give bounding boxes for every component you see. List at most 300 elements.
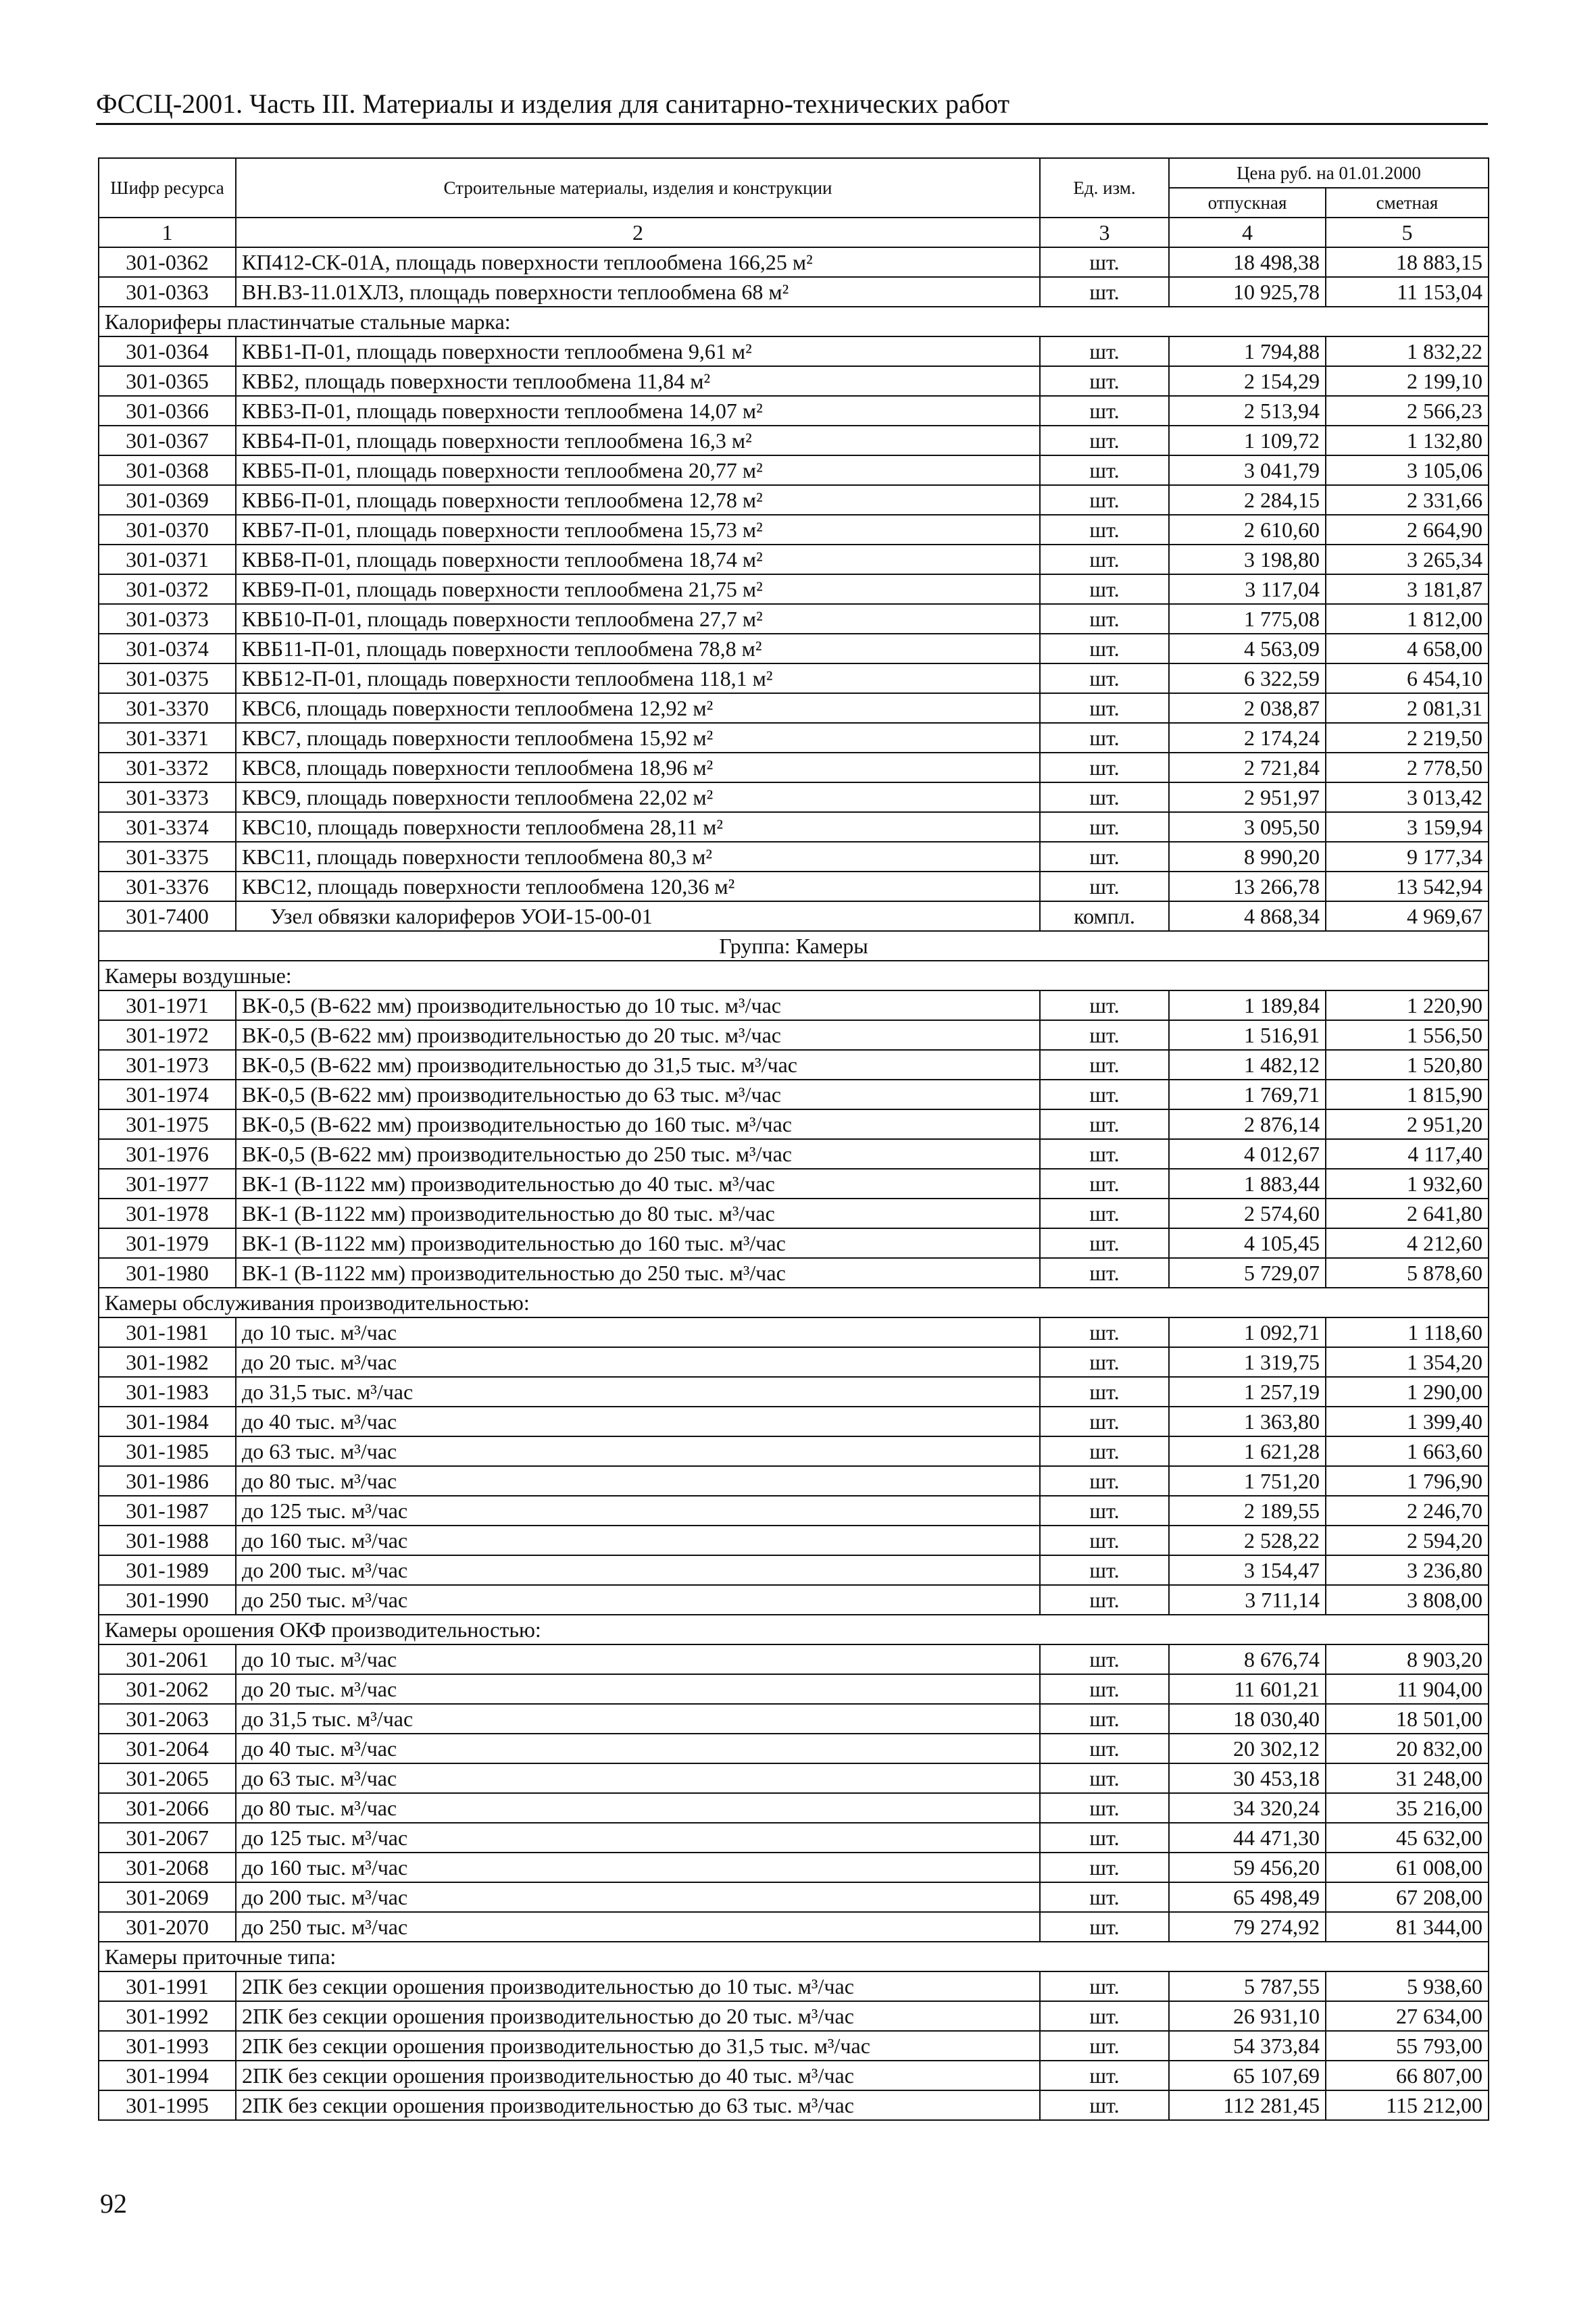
table-row (99, 1793, 1489, 1823)
section-subheading: Камеры воздушные: (99, 961, 1489, 990)
material-name-cell: ВК-0,5 (В-622 мм) производительностью до 250 тыс. м³/час (236, 1139, 1040, 1169)
resource-code-cell: 301-1984 (99, 1407, 236, 1436)
material-name-cell: 2ПК без секции орошения производительностью до 40 тыс. м³/час (236, 2061, 1040, 2090)
table-row (99, 1169, 1489, 1199)
estimate-price-cell: 18 883,15 (1326, 247, 1489, 277)
estimate-price-cell: 3 105,06 (1326, 455, 1489, 485)
material-name-cell: до 63 тыс. м³/час (236, 1763, 1040, 1793)
release-price-cell: 34 320,24 (1169, 1793, 1326, 1823)
material-name-cell: до 40 тыс. м³/час (236, 1407, 1040, 1436)
estimate-price-cell: 11 153,04 (1326, 277, 1489, 307)
table-row (99, 1020, 1489, 1050)
material-name-cell: до 80 тыс. м³/час (236, 1466, 1040, 1496)
table-row (99, 1258, 1489, 1288)
estimate-price-cell: 67 208,00 (1326, 1882, 1489, 1912)
table-row (99, 1199, 1489, 1228)
material-name-cell: ВК-1 (В-1122 мм) производительностью до 80 тыс. м³/час (236, 1199, 1040, 1228)
estimate-price-cell: 13 542,94 (1326, 872, 1489, 901)
resource-code-cell: 301-1995 (99, 2090, 236, 2120)
unit-cell: шт. (1040, 1644, 1169, 1674)
unit-cell: шт. (1040, 2001, 1169, 2031)
unit-cell: шт. (1040, 1823, 1169, 1853)
estimate-price-cell: 3 013,42 (1326, 782, 1489, 812)
estimate-price-cell: 2 219,50 (1326, 723, 1489, 753)
column-number: 5 (1326, 218, 1489, 247)
resource-code-cell: 301-1977 (99, 1169, 236, 1199)
unit-cell: шт. (1040, 545, 1169, 574)
resource-code-cell: 301-1976 (99, 1139, 236, 1169)
estimate-price-cell: 2 331,66 (1326, 485, 1489, 515)
material-name-cell: КВС12, площадь поверхности теплообмена 120,36 м² (236, 872, 1040, 901)
material-name-cell: до 40 тыс. м³/час (236, 1734, 1040, 1763)
column-header-name: Строительные материалы, изделия и конструкции (236, 158, 1040, 218)
group-heading-row (99, 931, 1489, 961)
release-price-cell: 1 092,71 (1169, 1317, 1326, 1347)
resource-code-cell: 301-0373 (99, 604, 236, 634)
material-name-cell: до 10 тыс. м³/час (236, 1317, 1040, 1347)
section-subheading-row (99, 307, 1489, 336)
unit-cell: шт. (1040, 1109, 1169, 1139)
unit-cell: шт. (1040, 1763, 1169, 1793)
estimate-price-cell: 2 778,50 (1326, 753, 1489, 782)
release-price-cell: 1 109,72 (1169, 426, 1326, 455)
material-name-cell: до 125 тыс. м³/час (236, 1496, 1040, 1526)
unit-cell: шт. (1040, 485, 1169, 515)
release-price-cell: 54 373,84 (1169, 2031, 1326, 2061)
material-name-cell: до 31,5 тыс. м³/час (236, 1704, 1040, 1734)
material-name-cell: до 31,5 тыс. м³/час (236, 1377, 1040, 1407)
resource-code-cell: 301-1987 (99, 1496, 236, 1526)
material-name-cell: КВБ8-П-01, площадь поверхности теплообмена 18,74 м² (236, 545, 1040, 574)
unit-cell: шт. (1040, 1317, 1169, 1347)
table-row (99, 1109, 1489, 1139)
release-price-cell: 11 601,21 (1169, 1674, 1326, 1704)
material-name-cell: до 20 тыс. м³/час (236, 1674, 1040, 1704)
material-name-cell: 2ПК без секции орошения производительностью до 31,5 тыс. м³/час (236, 2031, 1040, 2061)
table-body (99, 247, 1489, 2120)
material-name-cell: 2ПК без секции орошения производительностью до 63 тыс. м³/час (236, 2090, 1040, 2120)
unit-cell: шт. (1040, 782, 1169, 812)
header-rule (96, 123, 1488, 125)
estimate-price-cell: 1 832,22 (1326, 336, 1489, 366)
resource-code-cell: 301-1971 (99, 990, 236, 1020)
table-row (99, 901, 1489, 931)
table-row (99, 515, 1489, 545)
release-price-cell: 1 257,19 (1169, 1377, 1326, 1407)
table-row (99, 723, 1489, 753)
release-price-cell: 6 322,59 (1169, 663, 1326, 693)
release-price-cell: 1 769,71 (1169, 1080, 1326, 1109)
table-row (99, 277, 1489, 307)
resource-code-cell: 301-2065 (99, 1763, 236, 1793)
table-row (99, 782, 1489, 812)
estimate-price-cell: 1 663,60 (1326, 1436, 1489, 1466)
unit-cell: шт. (1040, 574, 1169, 604)
unit-cell: шт. (1040, 842, 1169, 872)
resource-code-cell: 301-0370 (99, 515, 236, 545)
table-row (99, 1971, 1489, 2001)
table-row (99, 1347, 1489, 1377)
unit-cell: шт. (1040, 1526, 1169, 1555)
estimate-price-cell: 5 878,60 (1326, 1258, 1489, 1288)
material-name-cell: КВБ1-П-01, площадь поверхности теплообмена 9,61 м² (236, 336, 1040, 366)
estimate-price-cell: 115 212,00 (1326, 2090, 1489, 2120)
release-price-cell: 2 189,55 (1169, 1496, 1326, 1526)
column-number: 3 (1040, 218, 1169, 247)
release-price-cell: 3 154,47 (1169, 1555, 1326, 1585)
estimate-price-cell: 3 808,00 (1326, 1585, 1489, 1615)
estimate-price-cell: 5 938,60 (1326, 1971, 1489, 2001)
table-row (99, 1823, 1489, 1853)
estimate-price-cell: 1 354,20 (1326, 1347, 1489, 1377)
material-name-cell: Узел обвязки калориферов УОИ-15-00-01 (236, 901, 1040, 931)
material-name-cell: до 200 тыс. м³/час (236, 1882, 1040, 1912)
section-subheading: Калориферы пластинчатые стальные марка: (99, 307, 1489, 336)
release-price-cell: 1 363,80 (1169, 1407, 1326, 1436)
resource-code-cell: 301-3372 (99, 753, 236, 782)
estimate-price-cell: 2 566,23 (1326, 396, 1489, 426)
estimate-price-cell: 31 248,00 (1326, 1763, 1489, 1793)
unit-cell: шт. (1040, 2031, 1169, 2061)
unit-cell: шт. (1040, 336, 1169, 366)
estimate-price-cell: 45 632,00 (1326, 1823, 1489, 1853)
column-header-code: Шифр ресурса (99, 158, 236, 218)
column-header-price: Цена руб. на 01.01.2000 (1169, 158, 1489, 188)
table-row (99, 1080, 1489, 1109)
estimate-price-cell: 66 807,00 (1326, 2061, 1489, 2090)
table-row (99, 426, 1489, 455)
unit-cell: шт. (1040, 1734, 1169, 1763)
section-subheading: Камеры орошения ОКФ производительностью: (99, 1615, 1489, 1644)
unit-cell: шт. (1040, 1555, 1169, 1585)
column-header-unit: Ед. изм. (1040, 158, 1169, 218)
table-row (99, 574, 1489, 604)
resource-code-cell: 301-2067 (99, 1823, 236, 1853)
unit-cell: шт. (1040, 1585, 1169, 1615)
unit-cell: шт. (1040, 366, 1169, 396)
table-row (99, 1734, 1489, 1763)
resource-code-cell: 301-2066 (99, 1793, 236, 1823)
release-price-cell: 10 925,78 (1169, 277, 1326, 307)
resource-code-cell: 301-0369 (99, 485, 236, 515)
table-row (99, 634, 1489, 663)
unit-cell: шт. (1040, 1407, 1169, 1436)
release-price-cell: 65 498,49 (1169, 1882, 1326, 1912)
material-name-cell: КВС6, площадь поверхности теплообмена 12,92 м² (236, 693, 1040, 723)
unit-cell: шт. (1040, 1793, 1169, 1823)
release-price-cell: 1 794,88 (1169, 336, 1326, 366)
unit-cell: шт. (1040, 247, 1169, 277)
section-subheading: Камеры обслуживания производительностью: (99, 1288, 1489, 1317)
material-name-cell: 2ПК без секции орошения производительностью до 10 тыс. м³/час (236, 1971, 1040, 2001)
estimate-price-cell: 20 832,00 (1326, 1734, 1489, 1763)
resource-code-cell: 301-0363 (99, 277, 236, 307)
table-row (99, 604, 1489, 634)
table-row (99, 1882, 1489, 1912)
material-name-cell: КВС8, площадь поверхности теплообмена 18,96 м² (236, 753, 1040, 782)
table-row (99, 545, 1489, 574)
estimate-price-cell: 3 265,34 (1326, 545, 1489, 574)
material-name-cell: ВК-1 (В-1122 мм) производительностью до 160 тыс. м³/час (236, 1228, 1040, 1258)
resource-code-cell: 301-0362 (99, 247, 236, 277)
estimate-price-cell: 2 951,20 (1326, 1109, 1489, 1139)
resource-code-cell: 301-2061 (99, 1644, 236, 1674)
estimate-price-cell: 1 556,50 (1326, 1020, 1489, 1050)
release-price-cell: 18 498,38 (1169, 247, 1326, 277)
table-row (99, 1912, 1489, 1942)
release-price-cell: 1 883,44 (1169, 1169, 1326, 1199)
release-price-cell: 1 482,12 (1169, 1050, 1326, 1080)
unit-cell: шт. (1040, 1466, 1169, 1496)
release-price-cell: 2 610,60 (1169, 515, 1326, 545)
release-price-cell: 5 787,55 (1169, 1971, 1326, 2001)
unit-cell: шт. (1040, 1971, 1169, 2001)
release-price-cell: 2 528,22 (1169, 1526, 1326, 1555)
table-row (99, 2001, 1489, 2031)
unit-cell: шт. (1040, 753, 1169, 782)
resource-code-cell: 301-0375 (99, 663, 236, 693)
resource-code-cell: 301-1975 (99, 1109, 236, 1139)
unit-cell: шт. (1040, 663, 1169, 693)
resource-code-cell: 301-1981 (99, 1317, 236, 1347)
material-name-cell: 2ПК без секции орошения производительностью до 20 тыс. м³/час (236, 2001, 1040, 2031)
resource-code-cell: 301-0364 (99, 336, 236, 366)
unit-cell: шт. (1040, 693, 1169, 723)
table-row (99, 842, 1489, 872)
release-price-cell: 2 721,84 (1169, 753, 1326, 782)
table-row (99, 1317, 1489, 1347)
table-row (99, 2061, 1489, 2090)
column-number: 4 (1169, 218, 1326, 247)
resource-code-cell: 301-1988 (99, 1526, 236, 1555)
release-price-cell: 2 574,60 (1169, 1199, 1326, 1228)
unit-cell: шт. (1040, 1377, 1169, 1407)
estimate-price-cell: 9 177,34 (1326, 842, 1489, 872)
material-name-cell: ВК-0,5 (В-622 мм) производительностью до 160 тыс. м³/час (236, 1109, 1040, 1139)
release-price-cell: 3 117,04 (1169, 574, 1326, 604)
material-name-cell: ВН.В3-11.01ХЛ3, площадь поверхности теплообмена 68 м² (236, 277, 1040, 307)
table-row (99, 872, 1489, 901)
material-name-cell: КВБ11-П-01, площадь поверхности теплообмена 78,8 м² (236, 634, 1040, 663)
resource-code-cell: 301-0368 (99, 455, 236, 485)
material-name-cell: КВБ5-П-01, площадь поверхности теплообмена 20,77 м² (236, 455, 1040, 485)
release-price-cell: 1 516,91 (1169, 1020, 1326, 1050)
estimate-price-cell: 1 815,90 (1326, 1080, 1489, 1109)
material-name-cell: КВБ10-П-01, площадь поверхности теплообмена 27,7 м² (236, 604, 1040, 634)
release-price-cell: 1 189,84 (1169, 990, 1326, 1020)
unit-cell: шт. (1040, 872, 1169, 901)
estimate-price-cell: 3 181,87 (1326, 574, 1489, 604)
table-row (99, 990, 1489, 1020)
unit-cell: шт. (1040, 1882, 1169, 1912)
column-header-release: отпускная (1169, 188, 1326, 218)
unit-cell: шт. (1040, 1228, 1169, 1258)
material-name-cell: до 250 тыс. м³/час (236, 1912, 1040, 1942)
table-row (99, 1704, 1489, 1734)
material-name-cell: ВК-0,5 (В-622 мм) производительностью до 31,5 тыс. м³/час (236, 1050, 1040, 1080)
resource-code-cell: 301-1978 (99, 1199, 236, 1228)
release-price-cell: 2 284,15 (1169, 485, 1326, 515)
estimate-price-cell: 2 246,70 (1326, 1496, 1489, 1526)
unit-cell: шт. (1040, 2090, 1169, 2120)
estimate-price-cell: 1 520,80 (1326, 1050, 1489, 1080)
resource-code-cell: 301-1980 (99, 1258, 236, 1288)
release-price-cell: 4 105,45 (1169, 1228, 1326, 1258)
release-price-cell: 2 951,97 (1169, 782, 1326, 812)
resource-code-cell: 301-1986 (99, 1466, 236, 1496)
release-price-cell: 26 931,10 (1169, 2001, 1326, 2031)
release-price-cell: 2 174,24 (1169, 723, 1326, 753)
estimate-price-cell: 4 212,60 (1326, 1228, 1489, 1258)
estimate-price-cell: 1 118,60 (1326, 1317, 1489, 1347)
table-row (99, 812, 1489, 842)
table-row (99, 1466, 1489, 1496)
material-name-cell: КВС11, площадь поверхности теплообмена 80,3 м² (236, 842, 1040, 872)
table-row (99, 455, 1489, 485)
resource-code-cell: 301-1989 (99, 1555, 236, 1585)
table-row (99, 1585, 1489, 1615)
resource-code-cell: 301-1982 (99, 1347, 236, 1377)
material-name-cell: КВБ6-П-01, площадь поверхности теплообмена 12,78 м² (236, 485, 1040, 515)
release-price-cell: 30 453,18 (1169, 1763, 1326, 1793)
estimate-price-cell: 27 634,00 (1326, 2001, 1489, 2031)
unit-cell: шт. (1040, 396, 1169, 426)
release-price-cell: 3 198,80 (1169, 545, 1326, 574)
unit-cell: шт. (1040, 426, 1169, 455)
unit-cell: шт. (1040, 2061, 1169, 2090)
material-name-cell: КВС9, площадь поверхности теплообмена 22,02 м² (236, 782, 1040, 812)
table-row (99, 1436, 1489, 1466)
table-row (99, 1377, 1489, 1407)
column-header-estimate: сметная (1326, 188, 1489, 218)
unit-cell: шт. (1040, 1853, 1169, 1882)
unit-cell: шт. (1040, 515, 1169, 545)
release-price-cell: 59 456,20 (1169, 1853, 1326, 1882)
release-price-cell: 2 513,94 (1169, 396, 1326, 426)
estimate-price-cell: 55 793,00 (1326, 2031, 1489, 2061)
resource-code-cell: 301-2063 (99, 1704, 236, 1734)
estimate-price-cell: 1 812,00 (1326, 604, 1489, 634)
resource-code-cell: 301-1972 (99, 1020, 236, 1050)
estimate-price-cell: 2 081,31 (1326, 693, 1489, 723)
estimate-price-cell: 3 159,94 (1326, 812, 1489, 842)
estimate-price-cell: 1 220,90 (1326, 990, 1489, 1020)
release-price-cell: 1 751,20 (1169, 1466, 1326, 1496)
table-row (99, 663, 1489, 693)
unit-cell: шт. (1040, 1169, 1169, 1199)
release-price-cell: 1 319,75 (1169, 1347, 1326, 1377)
estimate-price-cell: 4 658,00 (1326, 634, 1489, 663)
resource-code-cell: 301-1991 (99, 1971, 236, 2001)
resource-code-cell: 301-2064 (99, 1734, 236, 1763)
release-price-cell: 112 281,45 (1169, 2090, 1326, 2120)
material-name-cell: до 250 тыс. м³/час (236, 1585, 1040, 1615)
resource-code-cell: 301-3370 (99, 693, 236, 723)
unit-cell: шт. (1040, 990, 1169, 1020)
material-name-cell: КВС7, площадь поверхности теплообмена 15,92 м² (236, 723, 1040, 753)
estimate-price-cell: 1 796,90 (1326, 1466, 1489, 1496)
unit-cell: шт. (1040, 1912, 1169, 1942)
unit-cell: шт. (1040, 723, 1169, 753)
resource-code-cell: 301-1994 (99, 2061, 236, 2090)
unit-cell: шт. (1040, 634, 1169, 663)
table-row (99, 485, 1489, 515)
resource-code-cell: 301-3373 (99, 782, 236, 812)
estimate-price-cell: 3 236,80 (1326, 1555, 1489, 1585)
resource-code-cell: 301-0374 (99, 634, 236, 663)
estimate-price-cell: 2 594,20 (1326, 1526, 1489, 1555)
material-name-cell: до 160 тыс. м³/час (236, 1853, 1040, 1882)
unit-cell: шт. (1040, 1674, 1169, 1704)
material-name-cell: до 200 тыс. м³/час (236, 1555, 1040, 1585)
unit-cell: шт. (1040, 1436, 1169, 1466)
material-name-cell: КВБ12-П-01, площадь поверхности теплообмена 118,1 м² (236, 663, 1040, 693)
table-row (99, 247, 1489, 277)
unit-cell: шт. (1040, 1139, 1169, 1169)
table-row (99, 1763, 1489, 1793)
table-row (99, 1139, 1489, 1169)
release-price-cell: 4 563,09 (1169, 634, 1326, 663)
section-subheading-row (99, 961, 1489, 990)
material-name-cell: до 160 тыс. м³/час (236, 1526, 1040, 1555)
resource-code-cell: 301-3374 (99, 812, 236, 842)
material-name-cell: ВК-0,5 (В-622 мм) производительностью до 63 тыс. м³/час (236, 1080, 1040, 1109)
estimate-price-cell: 61 008,00 (1326, 1853, 1489, 1882)
table-row (99, 693, 1489, 723)
release-price-cell: 3 711,14 (1169, 1585, 1326, 1615)
resource-code-cell: 301-1974 (99, 1080, 236, 1109)
table-row (99, 1407, 1489, 1436)
unit-cell: шт. (1040, 604, 1169, 634)
estimate-price-cell: 1 132,80 (1326, 426, 1489, 455)
resource-code-cell: 301-1992 (99, 2001, 236, 2031)
material-name-cell: до 10 тыс. м³/час (236, 1644, 1040, 1674)
resource-code-cell: 301-0371 (99, 545, 236, 574)
table-row (99, 336, 1489, 366)
unit-cell: шт. (1040, 1199, 1169, 1228)
estimate-price-cell: 4 117,40 (1326, 1139, 1489, 1169)
material-name-cell: ВК-1 (В-1122 мм) производительностью до 40 тыс. м³/час (236, 1169, 1040, 1199)
resource-code-cell: 301-0366 (99, 396, 236, 426)
release-price-cell: 44 471,30 (1169, 1823, 1326, 1853)
column-number: 1 (99, 218, 236, 247)
resource-code-cell: 301-0365 (99, 366, 236, 396)
material-name-cell: КВБ4-П-01, площадь поверхности теплообмена 16,3 м² (236, 426, 1040, 455)
estimate-price-cell: 2 664,90 (1326, 515, 1489, 545)
material-name-cell: ВК-0,5 (В-622 мм) производительностью до 20 тыс. м³/час (236, 1020, 1040, 1050)
resource-code-cell: 301-7400 (99, 901, 236, 931)
material-name-cell: ВК-1 (В-1122 мм) производительностью до 250 тыс. м³/час (236, 1258, 1040, 1288)
estimate-price-cell: 81 344,00 (1326, 1912, 1489, 1942)
material-name-cell: ВК-0,5 (В-622 мм) производительностью до 10 тыс. м³/час (236, 990, 1040, 1020)
section-subheading-row (99, 1942, 1489, 1971)
estimate-price-cell: 18 501,00 (1326, 1704, 1489, 1734)
release-price-cell: 4 868,34 (1169, 901, 1326, 931)
estimate-price-cell: 6 454,10 (1326, 663, 1489, 693)
estimate-price-cell: 2 641,80 (1326, 1199, 1489, 1228)
document-header: ФССЦ-2001. Часть III. Материалы и изделия для санитарно-технических работ (96, 89, 1009, 119)
resource-code-cell: 301-2069 (99, 1882, 236, 1912)
table-row (99, 1853, 1489, 1882)
release-price-cell: 2 876,14 (1169, 1109, 1326, 1139)
release-price-cell: 1 621,28 (1169, 1436, 1326, 1466)
price-table (98, 157, 1489, 2121)
estimate-price-cell: 8 903,20 (1326, 1644, 1489, 1674)
unit-cell: шт. (1040, 1080, 1169, 1109)
release-price-cell: 1 775,08 (1169, 604, 1326, 634)
release-price-cell: 79 274,92 (1169, 1912, 1326, 1942)
unit-cell: шт. (1040, 1496, 1169, 1526)
